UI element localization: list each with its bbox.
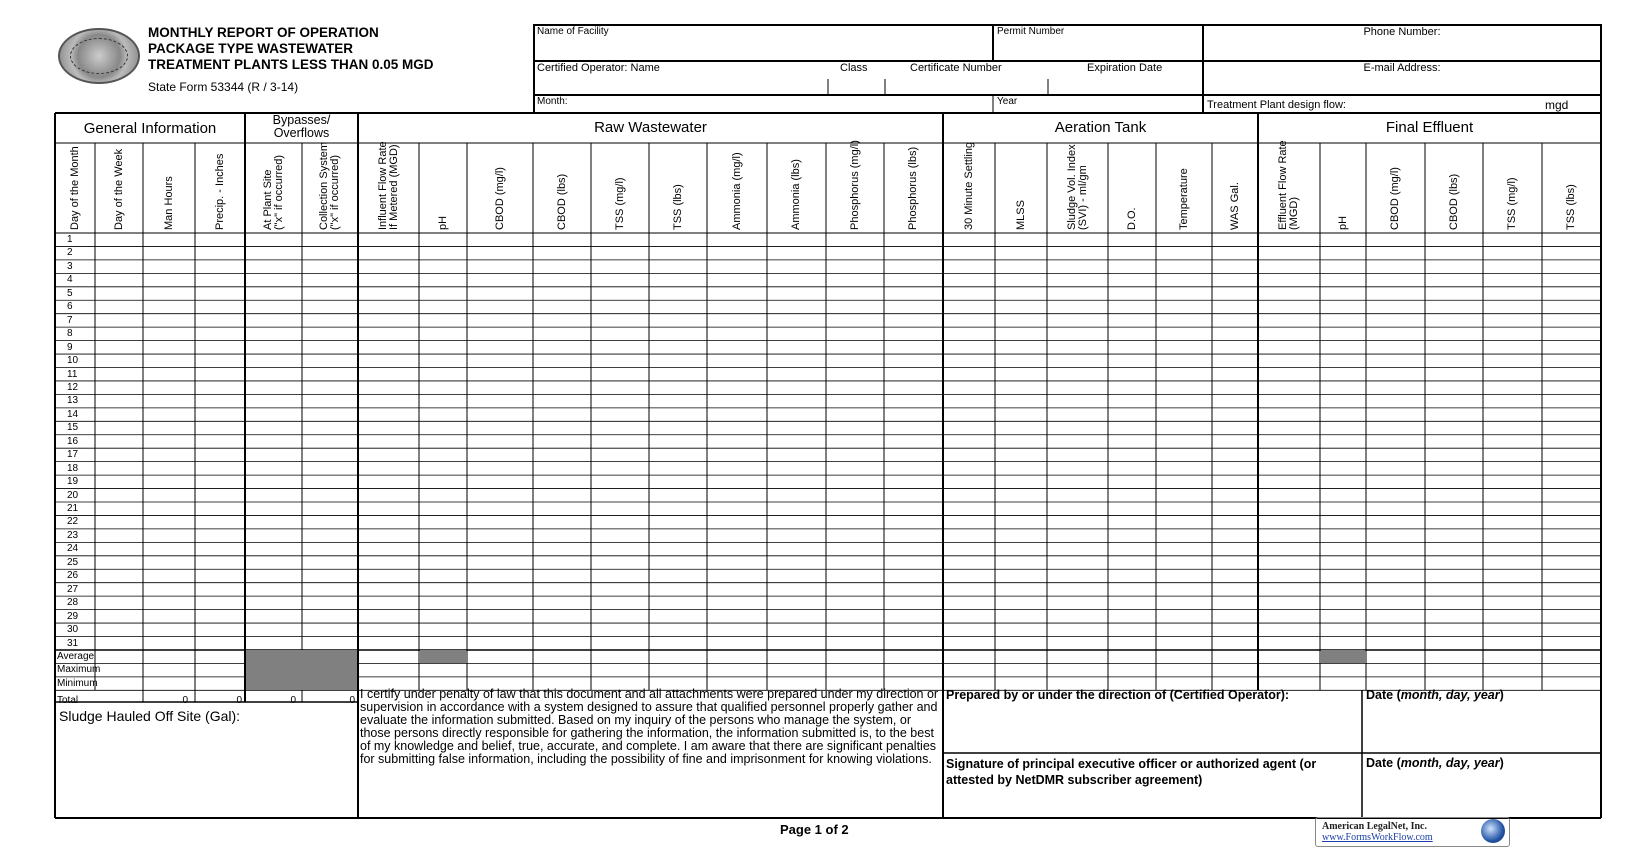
page-number: Page 1 of 2 bbox=[780, 822, 849, 837]
form-title: MONTHLY REPORT OF OPERATION PACKAGE TYPE WASTEWATER TREATMENT PLANTS LESS THAN 0.05 MGD bbox=[148, 25, 434, 72]
day-row-label: 4 bbox=[67, 274, 73, 286]
day-row-label: 29 bbox=[67, 610, 79, 622]
phone-label: Phone Number: bbox=[1363, 26, 1441, 38]
column-header: At Plant Site ("x" if occurred) bbox=[261, 154, 285, 230]
certificate-number-label: Certificate Number bbox=[910, 62, 1002, 74]
day-row-label: 3 bbox=[67, 260, 73, 272]
day-row-label: 18 bbox=[67, 462, 79, 474]
day-row-label: 2 bbox=[67, 247, 73, 259]
column-header: 30 Minute Settling bbox=[962, 141, 975, 230]
total-label: Total bbox=[57, 695, 79, 706]
column-header: TSS (lbs) bbox=[671, 184, 684, 230]
expiration-date-label: Expiration Date bbox=[1087, 62, 1163, 74]
day-row-label: 10 bbox=[67, 355, 79, 367]
column-header: Ammonia (lbs) bbox=[790, 159, 802, 230]
total-man-hours: 0 bbox=[182, 695, 188, 706]
globe-icon bbox=[1481, 819, 1505, 843]
prepared-by-field[interactable] bbox=[946, 705, 1356, 753]
american-legalnet-logo bbox=[1315, 817, 1510, 847]
day-row-label: 30 bbox=[67, 624, 79, 636]
operator-label: Certified Operator: Name bbox=[537, 62, 660, 74]
column-header: Ammonia (mg/l) bbox=[730, 152, 743, 230]
certification-statement: I certify under penalty of law that this document and all attachments were prepared under my direction or supervision in accordance with a system designed to assure that qualified personnel properly gather and evaluate the information submitted. Based on my inquiry of the persons who manage the system, or those persons directly responsible for gathering the information, the information submitted is, to the best of my knowledge and belief, true, accurate, and complete. I am aware that there are significant penalties for submitting false information, including the possibility of fine and imprisonment for knowing violations. bbox=[360, 687, 939, 766]
section-final-effluent: Final Effluent bbox=[1385, 119, 1474, 136]
day-row-label: 16 bbox=[67, 435, 79, 447]
date-field-1[interactable] bbox=[1366, 705, 1596, 753]
column-header: WAS Gal. bbox=[1228, 182, 1241, 230]
date-field-2[interactable] bbox=[1366, 772, 1596, 812]
column-header: Man Hours bbox=[162, 176, 175, 230]
design-flow-unit: mgd bbox=[1545, 98, 1569, 112]
day-row-label: 27 bbox=[67, 583, 79, 595]
permit-label: Permit Number bbox=[997, 26, 1065, 37]
state-form-number: State Form 53344 (R / 3-14) bbox=[148, 80, 299, 94]
day-row-label: 25 bbox=[67, 556, 79, 568]
day-row-label: 23 bbox=[67, 529, 79, 541]
column-header: Phosphorus (lbs) bbox=[907, 146, 919, 230]
day-row-label: 28 bbox=[67, 597, 79, 609]
day-row-label: 14 bbox=[67, 408, 79, 420]
day-row-label: 19 bbox=[67, 476, 79, 488]
summary-row-label: Minimum bbox=[57, 677, 98, 689]
section-bypasses: Bypasses/ Overflows bbox=[272, 113, 331, 140]
section-raw-wastewater: Raw Wastewater bbox=[594, 119, 707, 136]
day-row-label: 15 bbox=[67, 422, 79, 434]
prepared-by-label: Prepared by or under the direction of (Certified Operator): bbox=[946, 688, 1290, 702]
day-row-label: 17 bbox=[67, 449, 79, 461]
day-row-label: 1 bbox=[67, 234, 73, 245]
day-row-label: 13 bbox=[67, 395, 79, 407]
section-general: General Information bbox=[83, 120, 217, 137]
column-header: Influent Flow Rate If Metered (MGD) bbox=[376, 141, 400, 230]
logo-name: American LegalNet, Inc. bbox=[1322, 821, 1427, 832]
column-header: Sludge Vol. Index (SVI) - ml/gm bbox=[1065, 144, 1089, 230]
column-header: TSS (lbs) bbox=[1565, 184, 1577, 230]
year-label: Year bbox=[997, 96, 1018, 107]
day-row-label: 5 bbox=[67, 287, 73, 299]
column-header: D.O. bbox=[1125, 207, 1138, 230]
sludge-hauled-label: Sludge Hauled Off Site (Gal): bbox=[59, 708, 241, 724]
column-header: MLSS bbox=[1014, 200, 1027, 230]
section-aeration-tank: Aeration Tank bbox=[1054, 119, 1147, 136]
column-header: pH bbox=[436, 215, 449, 230]
total-precip: 0 bbox=[236, 695, 242, 706]
day-row-label: 20 bbox=[67, 489, 79, 501]
column-header: CBOD (lbs) bbox=[555, 173, 568, 230]
column-header: Day of the Month bbox=[68, 146, 81, 230]
day-row-label: 21 bbox=[67, 503, 79, 514]
day-row-label: 26 bbox=[67, 570, 79, 582]
column-header: Collection System ("x" if occurred) bbox=[318, 141, 341, 230]
day-row-label: 8 bbox=[67, 328, 73, 340]
column-header: TSS (mg/l) bbox=[1506, 177, 1518, 230]
column-header: CBOD (lbs) bbox=[1447, 173, 1460, 230]
column-header: TSS (mg/l) bbox=[613, 177, 626, 230]
column-header: Day of the Week bbox=[112, 148, 125, 230]
shaded-bypass-summary bbox=[246, 650, 357, 690]
month-label: Month: bbox=[537, 96, 568, 107]
logo-url[interactable]: www.FormsWorkFlow.com bbox=[1322, 832, 1433, 843]
class-label: Class bbox=[840, 62, 868, 74]
column-header: Precip. - Inches bbox=[213, 153, 226, 230]
signature-label: Signature of principal executive officer or authorized agent (or attested by NetDMR subscriber agreement) bbox=[946, 757, 1317, 787]
day-row-label: 9 bbox=[67, 341, 73, 353]
facility-label: Name of Facility bbox=[537, 26, 609, 37]
column-header: CBOD (mg/l) bbox=[493, 167, 506, 230]
day-row-label: 11 bbox=[67, 368, 78, 380]
total-collection: 0 bbox=[349, 695, 355, 706]
design-flow-label: Treatment Plant design flow: bbox=[1207, 99, 1346, 111]
shaded-raw-ph-average bbox=[420, 650, 466, 663]
day-row-label: 31 bbox=[67, 637, 79, 649]
date-label-1: Date (month, day, year) bbox=[1366, 688, 1504, 702]
summary-row-label: Average bbox=[57, 650, 95, 662]
summary-row-label: Maximum bbox=[57, 664, 101, 676]
sludge-hauled-field[interactable] bbox=[59, 728, 349, 812]
signature-field[interactable] bbox=[946, 790, 1356, 812]
column-header: Phosphorus (mg/l) bbox=[848, 140, 861, 230]
total-at-plant: 0 bbox=[290, 695, 296, 706]
day-row-label: 6 bbox=[67, 301, 73, 313]
email-label: E-mail Address: bbox=[1363, 62, 1441, 74]
column-header: pH bbox=[1336, 215, 1349, 230]
column-header: Temperature bbox=[1177, 168, 1190, 230]
day-row-label: 12 bbox=[67, 381, 79, 393]
date-label-2: Date (month, day, year) bbox=[1366, 756, 1504, 770]
day-row-label: 22 bbox=[67, 516, 79, 528]
day-row-label: 24 bbox=[67, 543, 79, 555]
column-header: CBOD (mg/l) bbox=[1389, 167, 1401, 230]
day-row-label: 7 bbox=[67, 314, 73, 326]
shaded-effluent-ph-average bbox=[1321, 650, 1365, 663]
column-header: Effluent Flow Rate (MGD) bbox=[1277, 140, 1300, 230]
